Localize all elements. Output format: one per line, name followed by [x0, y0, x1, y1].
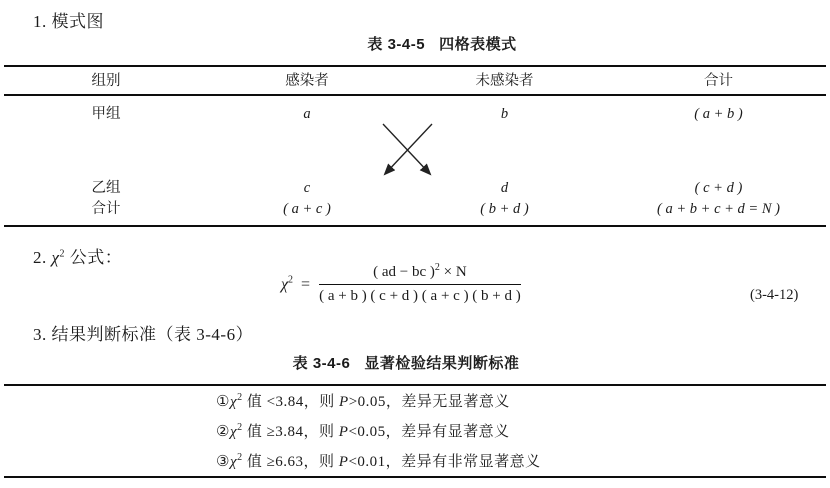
chi-symbol: χ: [281, 275, 289, 293]
formula-lhs: [281, 276, 310, 294]
numerator-tail: × N: [439, 264, 467, 280]
criterion-row-1: [216, 392, 510, 412]
table1-header-row: [0, 71, 830, 91]
p-variable: P: [338, 454, 349, 470]
cell-a: a: [303, 106, 311, 122]
chi-symbol: χ: [229, 454, 238, 470]
circled-number: ①: [216, 394, 230, 410]
chi-symbol: χ: [229, 424, 238, 440]
table2-caption-title: 显著检验结果判断标准: [364, 355, 520, 372]
heading2-number: 2.: [33, 248, 52, 267]
formula-fraction: [319, 264, 521, 305]
equation-number: (3-4-12): [750, 287, 799, 303]
heading2-text: 公式：: [64, 248, 123, 267]
table1-rule-top: [4, 65, 826, 67]
chi-square-formula: [281, 264, 521, 305]
column-header-infected: 感染者: [285, 73, 329, 89]
chi-superscript: 2: [237, 392, 243, 403]
crossover-arrows-icon: [368, 117, 446, 183]
cell-c: c: [303, 180, 311, 196]
table1-caption-title: 四格表模式: [439, 36, 517, 53]
equals-sign: =: [301, 275, 311, 293]
cell-b: b: [500, 106, 509, 122]
column-header-total: 合计: [704, 73, 733, 89]
column-header-uninfected: 未感染者: [475, 73, 534, 89]
row-label: 甲组: [91, 106, 121, 122]
criterion-condition: 值 <3.84，则: [242, 394, 340, 410]
criterion-row-2: [216, 422, 510, 442]
cell-b-plus-d: ( b + d ): [480, 201, 529, 217]
criterion-row-3: [216, 452, 541, 472]
criterion-condition: 值 ≥6.63，则: [242, 454, 339, 470]
table1-caption-label: 表 3-4-5: [367, 36, 426, 53]
cell-c-plus-d: ( c + d ): [694, 180, 743, 196]
table1-row-group-b: [0, 178, 830, 198]
row-label: 合计: [91, 201, 121, 217]
cell-a-plus-c: ( a + c ): [283, 201, 331, 217]
heading-pattern-diagram: 1. 模式图: [33, 12, 104, 31]
criterion-result: <0.01，差异有非常显著意义: [348, 454, 541, 470]
table2-rule-top: [4, 384, 826, 386]
cell-d: d: [500, 180, 509, 196]
criterion-result: <0.05，差异有显著意义: [348, 424, 510, 440]
row-label: 乙组: [91, 180, 121, 196]
circled-number: ③: [216, 454, 230, 470]
table1-caption: [367, 33, 516, 54]
heading-judgment-criteria: 3. 结果判断标准（表 3-4-6）: [33, 325, 254, 344]
chi-symbol: χ: [229, 394, 238, 410]
circled-number: ②: [216, 424, 230, 440]
chi-superscript: 2: [59, 248, 65, 260]
chi-superscript: 2: [237, 422, 243, 433]
table2-rule-bottom: [4, 476, 826, 478]
column-header-group: 组别: [91, 73, 121, 89]
numerator-superscript: 2: [434, 262, 440, 273]
table1-rule-bottom: [4, 225, 826, 227]
table1-rule-header: [4, 94, 826, 96]
heading-chi-square-formula: [33, 243, 122, 268]
table1-row-total: [0, 199, 830, 219]
chi-superscript: 2: [237, 452, 243, 463]
p-variable: P: [338, 424, 349, 440]
formula-numerator: [319, 264, 521, 285]
formula-denominator: ( a + b ) ( c + d ) ( a + c ) ( b + d ): [319, 288, 521, 304]
numerator-main: ( ad − bc ): [373, 264, 435, 280]
p-variable: P: [339, 394, 349, 410]
table2-caption-label: 表 3-4-6: [292, 355, 351, 372]
criterion-condition: 值 ≥3.84，则: [242, 424, 339, 440]
cell-a-plus-b: ( a + b ): [694, 106, 743, 122]
chi-superscript: 2: [288, 274, 294, 286]
table2-caption: [293, 352, 520, 373]
cell-grand-total: ( a + b + c + d = N ): [657, 201, 780, 217]
criterion-result: >0.05，差异无显著意义: [348, 394, 510, 410]
chi-symbol: χ: [51, 248, 60, 267]
